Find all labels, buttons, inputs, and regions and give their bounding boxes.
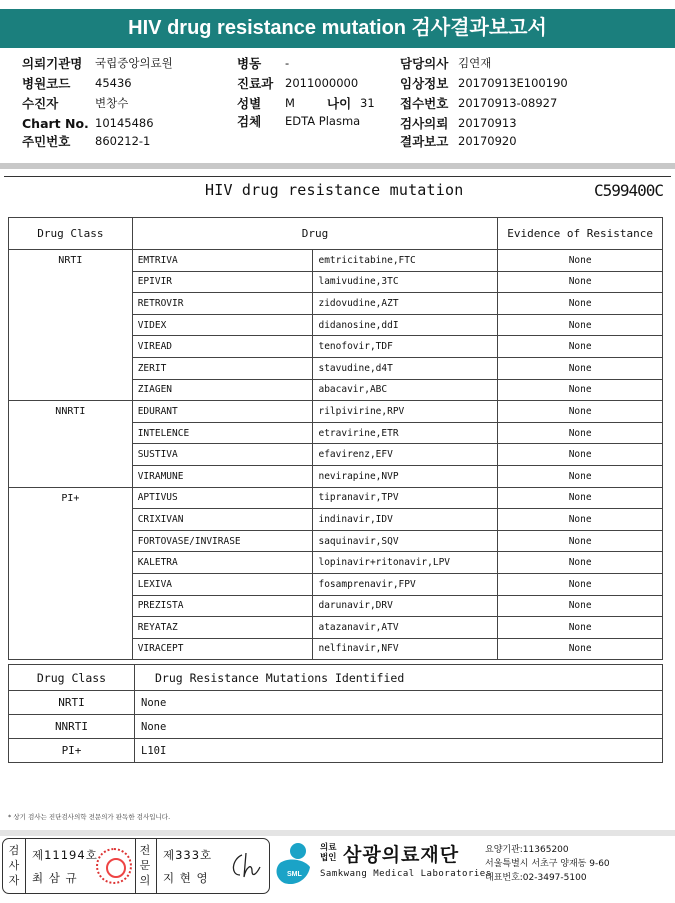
drug-class-cell: NNRTI [9,401,133,487]
drug-class-cell: PI+ [9,487,133,660]
generic-name-cell: darunavir,DRV [313,595,498,617]
report-title: HIV drug resistance mutation 검사결과보고서 [128,17,547,39]
generic-name-cell: nelfinavir,NFV [313,638,498,660]
evidence-cell: None [498,401,663,423]
evidence-cell: None [498,487,663,509]
header-mut-class: Drug Class [9,665,135,691]
generic-name-cell: lopinavir+ritonavir,LPV [313,552,498,574]
brand-name-cell: VIREAD [132,336,313,358]
brand-name-cell: ZIAGEN [132,379,313,401]
section-title: HIV drug resistance mutation [205,181,464,199]
generic-name-cell: etravirine,ETR [313,422,498,444]
inspector-license: 제11194호 [32,848,98,862]
generic-name-cell: tenofovir,TDF [313,336,498,358]
footnote: * 상기 검사는 진단검사의학 전문의가 판독한 검사입니다. [8,813,171,821]
mutation-class-cell: PI+ [9,739,135,763]
evidence-cell: None [498,379,663,401]
brand-name-cell: PREZISTA [132,595,313,617]
mutation-class-cell: NNRTI [9,715,135,739]
brand-name-cell: REYATAZ [132,617,313,639]
generic-name-cell: didanosine,ddI [313,314,498,336]
institution-english-name: Samkwang Medical Laboratories [320,869,492,879]
brand-name-cell: VIDEX [132,314,313,336]
evidence-cell: None [498,509,663,531]
header-evidence: Evidence of Resistance [498,218,663,250]
evidence-cell: None [498,357,663,379]
logo-text: SML [287,871,302,878]
generic-name-cell: emtricitabine,FTC [313,250,498,272]
divider-rule [0,163,675,169]
evidence-cell: None [498,573,663,595]
inst-type-line-2: 법인 [320,853,337,863]
drug-row [9,487,663,509]
specialist-label: 전 문 의 [139,844,151,887]
evidence-cell: None [498,314,663,336]
brand-name-cell: ZERIT [132,357,313,379]
sml-logo-icon [274,841,314,889]
mutation-row [9,739,663,763]
generic-name-cell: abacavir,ABC [313,379,498,401]
institution-name: 삼광의료재단 [343,845,460,866]
institution-phone: 대표번호:02-3497-5100 [485,873,587,883]
evidence-cell: None [498,465,663,487]
mutation-row [9,691,663,715]
sign-divider [25,839,26,893]
brand-name-cell: VIRAMUNE [132,465,313,487]
divider-line [4,176,671,177]
generic-name-cell: efavirenz,EFV [313,444,498,466]
evidence-cell: None [498,271,663,293]
drug-row [9,401,663,423]
drug-table-header [9,218,663,250]
evidence-cell: None [498,422,663,444]
brand-name-cell: CRIXIVAN [132,509,313,531]
brand-name-cell: INTELENCE [132,422,313,444]
institution-address: 서울특별시 서초구 양재동 9-60 [485,859,610,869]
generic-name-cell: fosamprenavir,FPV [313,573,498,595]
generic-name-cell: saquinavir,SQV [313,530,498,552]
seal-stamp-icon [96,848,132,884]
sign-divider [156,839,157,893]
generic-name-cell: indinavir,IDV [313,509,498,531]
evidence-cell: None [498,552,663,574]
header-mutations: Drug Resistance Mutations Identified [135,665,663,691]
evidence-cell: None [498,250,663,272]
inspector-name: 최 삼 규 [32,871,78,885]
evidence-cell: None [498,444,663,466]
handwritten-signature-icon [226,849,264,883]
brand-name-cell: VIRACEPT [132,638,313,660]
inspector-label: 검 사 자 [8,844,20,887]
specialist-license: 제333호 [163,848,213,862]
brand-name-cell: FORTOVASE/INVIRASE [132,530,313,552]
generic-name-cell: lamivudine,3TC [313,271,498,293]
mutation-value-cell: L10I [135,739,663,763]
brand-name-cell: APTIVUS [132,487,313,509]
mutation-table-header [9,665,663,691]
generic-name-cell: tipranavir,TPV [313,487,498,509]
brand-name-cell: KALETRA [132,552,313,574]
brand-name-cell: SUSTIVA [132,444,313,466]
report-title-bar [0,9,675,48]
sign-divider [135,839,136,893]
evidence-cell: None [498,530,663,552]
mutation-class-cell: NRTI [9,691,135,715]
signature-box [2,838,270,894]
evidence-cell: None [498,336,663,358]
evidence-cell: None [498,595,663,617]
generic-name-cell: stavudine,d4T [313,357,498,379]
inst-type-line-1: 의료 [320,843,337,853]
generic-name-cell: zidovudine,AZT [313,293,498,315]
generic-name-cell: rilpivirine,RPV [313,401,498,423]
drug-class-cell: NRTI [9,250,133,401]
mutation-table [8,664,663,763]
institution-type [320,843,336,863]
brand-name-cell: EMTRIVA [132,250,313,272]
evidence-cell: None [498,617,663,639]
mutation-value-cell: None [135,691,663,715]
institution-contact [485,843,610,885]
patient-info: 의뢰기관명 국립중앙의료원 병원코드 45436 수진자 변창수 Chart No. 10145486 주민번호 860212-1 병동 - 진료과 2011000000 성별 M 나이 31 검체 EDTA Plasma 담당의사 김연재 임상정보 20170913E100190 접수번호 20170913-08927 검사의뢰 20170913 결과보고 20170920 [22,56,568,149]
generic-name-cell: atazanavir,ATV [313,617,498,639]
institution-code: 요양기관:11365200 [485,845,569,855]
evidence-cell: None [498,293,663,315]
mutation-row [9,715,663,739]
header-drug-class: Drug Class [9,218,133,250]
drug-resistance-table [8,217,663,660]
generic-name-cell: nevirapine,NVP [313,465,498,487]
brand-name-cell: LEXIVA [132,573,313,595]
header-drug: Drug [132,218,498,250]
brand-name-cell: EDURANT [132,401,313,423]
footer-separator [0,830,675,836]
brand-name-cell: EPIVIR [132,271,313,293]
specialist-name: 지 현 영 [163,871,209,885]
mutation-value-cell: None [135,715,663,739]
brand-name-cell: RETROVIR [132,293,313,315]
drug-row [9,250,663,272]
evidence-cell: None [498,638,663,660]
test-code: C599400C [593,181,663,200]
